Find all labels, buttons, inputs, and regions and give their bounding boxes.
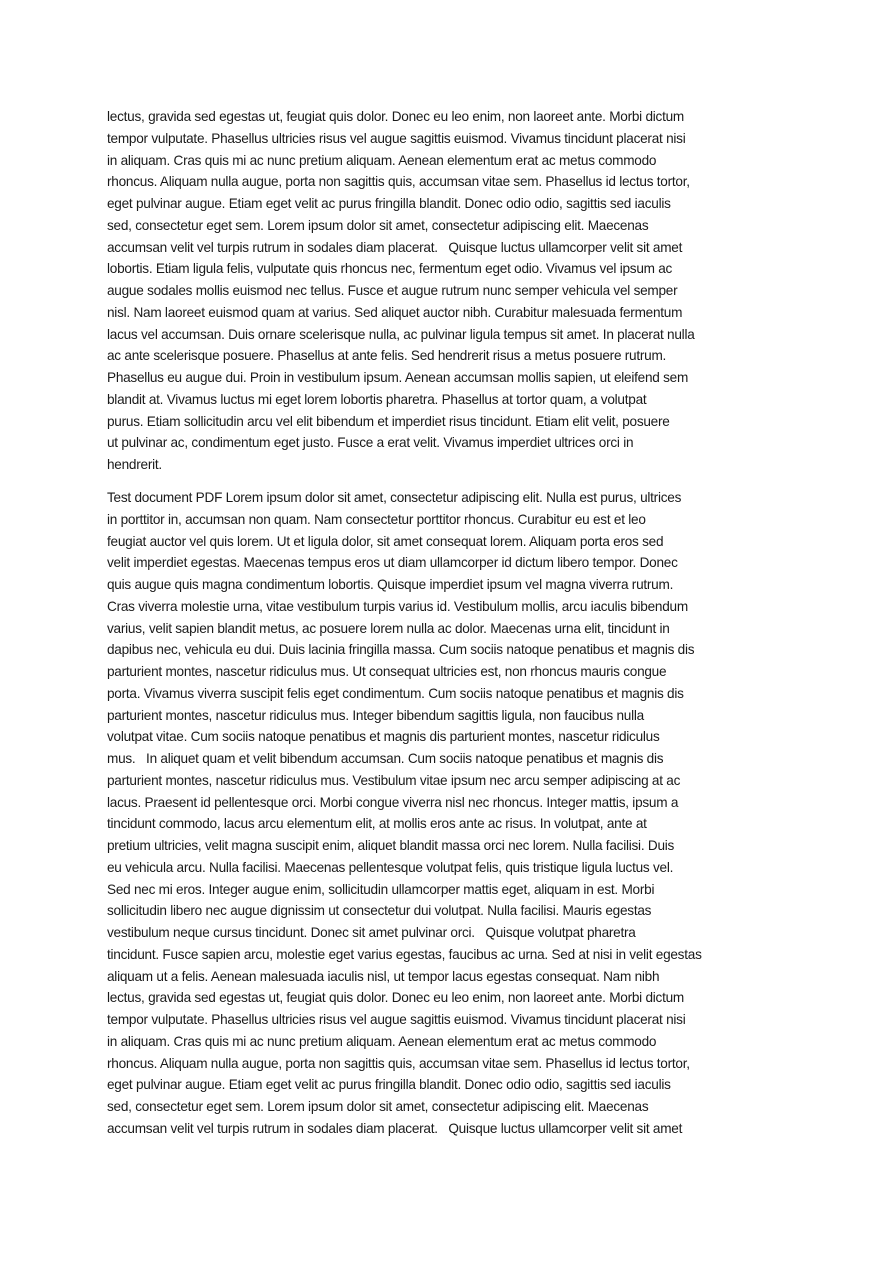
text-line: in aliquam. Cras quis mi ac nunc pretium aliquam. Aenean elementum erat ac metus commodo [107,1033,657,1049]
text-line: velit imperdiet egestas. Maecenas tempus eros ut diam ullamcorper id dictum libero tempor. Donec [107,555,678,571]
text-line: parturient montes, nascetur ridiculus mus. Vestibulum vitae ipsum nec arcu semper adipiscing at ac [107,772,681,788]
text-line: augue sodales mollis euismod nec tellus. Fusce et augue rutrum nunc semper vehicula vel semper [107,283,678,298]
text-line: lacus vel accumsan. Duis ornare scelerisque nulla, ac pulvinar ligula tempus sit amet. In placerat nulla [107,326,695,342]
text-line: aliquam ut a felis. Aenean malesuada iaculis nisl, ut tempor lacus egestas consequat. Nam nibh [107,968,660,984]
text-line: sed, consectetur eget sem. Lorem ipsum dolor sit amet, consectetur adipiscing elit. Maecenas [107,217,649,233]
text-line: Test document PDF Lorem ipsum dolor sit amet, consectetur adipiscing elit. Nulla est purus, ultrices [107,490,682,505]
text-line: tincidunt. Fusce sapien arcu, molestie eget varius egestas, faucibus ac urna. Sed at nisi in velit egestas [107,946,702,962]
paragraph-1 [107,106,797,476]
text-line: eget pulvinar augue. Etiam eget velit ac purus fringilla blandit. Donec odio odio, sagittis sed iaculis [107,196,671,211]
text-line: ac ante scelerisque posuere. Phasellus at ante felis. Sed hendrerit risus a metus posuere rutrum. [107,348,667,364]
text-line: parturient montes, nascetur ridiculus mus. Integer bibendum sagittis ligula, non faucibus nulla [107,707,644,723]
text-line: lobortis. Etiam ligula felis, vulputate quis rhoncus nec, fermentum eget odio. Vivamus vel ipsum ac [107,261,673,277]
text-line: accumsan velit vel turpis rutrum in sodales diam placerat. Quisque luctus ullamcorper velit sit amet [107,1120,683,1136]
text-line: volutpat vitae. Cum sociis natoque penatibus et magnis dis parturient montes, nascetur ridiculus [107,729,660,745]
text-line: in porttitor in, accumsan non quam. Nam consectetur porttitor rhoncus. Curabitur eu est et leo [107,511,646,527]
text-line: ut pulvinar ac, condimentum eget justo. Fusce a erat velit. Vivamus imperdiet ultrices orci in [107,435,634,451]
text-line: accumsan velit vel turpis rutrum in sodales diam placerat. Quisque luctus ullamcorper velit sit amet [107,239,683,255]
text-line: porta. Vivamus viverra suscipit felis eget condimentum. Cum sociis natoque penatibus et magnis dis [107,685,684,701]
text-line: quis augue quis magna condimentum lobortis. Quisque imperdiet ipsum vel magna viverra rutrum. [107,577,674,592]
text-line: Sed nec mi eros. Integer augue enim, sollicitudin ullamcorper mattis eget, aliquam in est. Morbi [107,881,655,897]
text-line: dapibus nec, vehicula eu dui. Duis lacinia fringilla massa. Cum sociis natoque penatibus et magnis dis [107,642,695,658]
paragraph-2 [107,487,797,1140]
text-line: lectus, gravida sed egestas ut, feugiat quis dolor. Donec eu leo enim, non laoreet ante. Morbi dictum [107,990,685,1006]
text-line: mus. In aliquet quam et velit bibendum accumsan. Cum sociis natoque penatibus et magnis dis [107,751,664,766]
text-line: tempor vulputate. Phasellus ultricies risus vel augue sagittis euismod. Vivamus tincidunt placerat nisi [107,1012,686,1027]
text-line: feugiat auctor vel quis lorem. Ut et ligula dolor, sit amet consequat lorem. Aliquam porta eros sed [107,533,664,549]
text-line: nisl. Nam laoreet euismod quam at varius. Sed aliquet auctor nibh. Curabitur malesuada fermentum [107,304,683,320]
text-line: varius, velit sapien blandit metus, ac posuere lorem nulla ac dolor. Maecenas urna elit, tincidunt in [107,620,670,636]
text-line: eu vehicula arcu. Nulla facilisi. Maecenas pellentesque volutpat felis, quis tristique ligula luctus vel. [107,859,674,875]
text-line: blandit at. Vivamus luctus mi eget lorem lobortis pharetra. Phasellus at tortor quam, a volutpat [107,391,647,407]
text-line: purus. Etiam sollicitudin arcu vel elit bibendum et imperdiet risus tincidunt. Etiam elit velit, posuere [107,413,670,429]
text-line: Phasellus eu augue dui. Proin in vestibulum ipsum. Aenean accumsan mollis sapien, ut eleifend sem [107,370,689,385]
text-line: sollicitudin libero nec augue dignissim ut consectetur dui volutpat. Nulla facilisi. Mauris egestas [107,903,652,919]
text-line: lectus, gravida sed egestas ut, feugiat quis dolor. Donec eu leo enim, non laoreet ante. Morbi dictum [107,109,685,124]
text-line: Cras viverra molestie urna, vitae vestibulum turpis varius id. Vestibulum mollis, arcu iaculis bibendum [107,598,688,614]
text-line: parturient montes, nascetur ridiculus mus. Ut consequat ultricies est, non rhoncus mauris congue [107,664,667,679]
text-line: tempor vulputate. Phasellus ultricies risus vel augue sagittis euismod. Vivamus tincidunt placerat nisi [107,130,686,146]
text-line: lacus. Praesent id pellentesque orci. Morbi congue viverra nisl nec rhoncus. Integer mattis, ipsum a [107,794,679,810]
text-line: tincidunt commodo, lacus arcu elementum elit, at mollis eros ante ac risus. In volutpat, ante at [107,816,647,832]
text-line: eget pulvinar augue. Etiam eget velit ac purus fringilla blandit. Donec odio odio, sagittis sed iaculis [107,1077,671,1093]
text-line: pretium ultricies, velit magna suscipit enim, aliquet blandit massa orci nec lorem. Nulla facilisi. Duis [107,838,675,853]
text-line: sed, consectetur eget sem. Lorem ipsum dolor sit amet, consectetur adipiscing elit. Maecenas [107,1099,649,1114]
text-line: rhoncus. Aliquam nulla augue, porta non sagittis quis, accumsan vitae sem. Phasellus id lectus tortor, [107,174,690,190]
text-line: vestibulum neque cursus tincidunt. Donec sit amet pulvinar orci. Quisque volutpat pharetra [107,925,636,940]
text-line: rhoncus. Aliquam nulla augue, porta non sagittis quis, accumsan vitae sem. Phasellus id lectus tortor, [107,1055,690,1071]
text-line: hendrerit. [107,457,162,472]
text-line: in aliquam. Cras quis mi ac nunc pretium aliquam. Aenean elementum erat ac metus commodo [107,152,657,168]
